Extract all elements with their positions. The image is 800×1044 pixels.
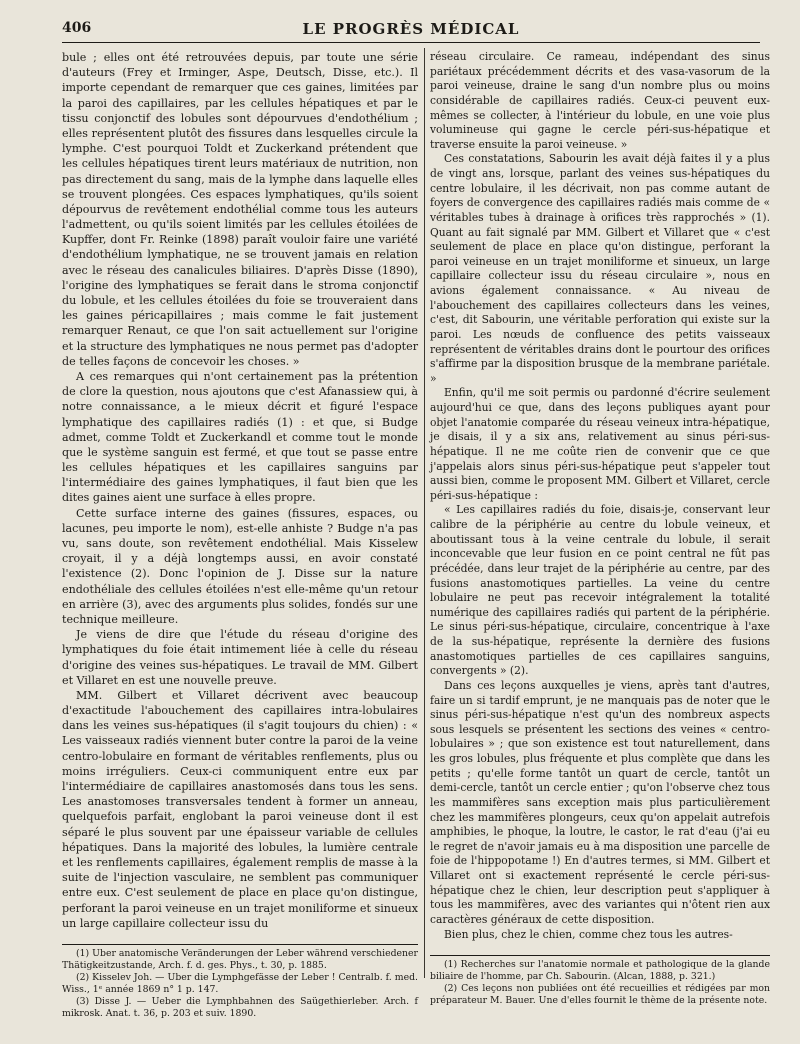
page-number: 406 <box>62 20 92 36</box>
column-divider <box>424 48 425 978</box>
paragraph: MM. Gilbert et Villaret décrivent avec beaucoup d'exactitude l'abouchement des capillaires intra-lobulaires dans les veines sus-hépatiques (il s'agit toujours du chien) : « Les vaisseaux radiés viennent buter contre la paroi de la veine centro-lobulaire en formant de véritables renflements, plus ou moins irréguliers. Ceux-ci communiquent entre eux par l'intermédiaire de capillaires anastomosés dans tous les sens. Les anastomoses transversales tendent à former un anneau, quelquefois parfait, englobant la paroi veineuse dont il est séparé le plus souvent par une épaisseur variable de cellules hépatiques. Dans la majorité des lobules, la lumière centrale et les renflements capillaires, également remplis de masse à la suite de l'injection vasculaire, ne semblent pas communiquer entre eux. C'est seulement de place en place qu'on distingue, perforant la paroi veineuse en un trajet moniliforme et sinueux un large capillaire collecteur issu du <box>62 688 418 930</box>
paragraph: réseau circulaire. Ce rameau, indépendant des sinus pariétaux précédemment décrits et des vasa-vasorum de la paroi veineuse, draine le sang d'un nombre plus ou moins considérable de capillaires radiés. Ceux-ci peuvent eux-mêmes se collecter, à l'intérieur du lobule, en une voie plus volumineuse qui gagne le cercle péri-sus-hépatique et traverse ensuite la paroi veineuse. » <box>430 50 770 151</box>
paragraph: « Les capillaires radiés du foie, disais-je, conservant leur calibre de la périphérie au centre du lobule veineux, et aboutissant tous à la veine centrale du lobule, il serait inconcevable que leur fusion en ce point central ne fût pas précédée, dans leur trajet de la périphérie au centre, par des fusions anastomotiques partielles. La veine du centre lobulaire ne peut pas recevoir intégralement la totalité numérique des capillaires radiés qui partent de la périphérie. Le sinus péri-sus-hépatique, circulaire, concentrique à l'axe de la sus-hépatique, représente la dernière des fusions anastomotiques partielles de ces capillaires sanguins, convergents » (2). <box>430 503 770 678</box>
paragraph: Ces constatations, Sabourin les avait déjà faites il y a plus de vingt ans, lorsque, parlant des veines sus-hépatiques du centre lobulaire, il les décrivait, non pas comme autant de foyers de convergence des capillaires radiés mais comme de « véritables tubes à drainage à orifices très rapprochés » (1). Quant au fait signalé par MM. Gilbert et Villaret que « c'est seulement de place en place qu'on distingue, perforant la paroi veineuse en un trajet moniliforme et sinueux, un large capillaire collecteur issu du réseau circulaire », nous en avions également connaissance. « Au niveau de l'abouchement des capillaires collecteurs dans les veines, c'est, dit Sabourin, une véritable perforation qui existe sur la paroi. Les nœuds de confluence des petits vaisseaux représentent de véritables drains dont le pourtour des orifices s'affirme par la disposition brusque de la membrane pariétale. » <box>430 152 770 385</box>
left-column <box>62 50 418 931</box>
running-title: LE PROGRÈS MÉDICAL <box>302 20 520 38</box>
right-column <box>430 50 770 942</box>
paragraph: Cette surface interne des gaines (fissures, espaces, ou lacunes, peu importe le nom), est-elle anhiste ? Budge n'a pas vu, sans doute, son revêtement endothélial. Mais Kisselew croyait, il y a déjà longtemps aussi, en avoir constaté l'existence (2). Donc l'opinion de J. Disse sur la nature endothéliale des cellules étoilées n'est elle-même qu'un retour en arrière (3), avec des arguments plus solides, fondés sur une technique meilleure. <box>62 506 418 626</box>
footnote: (2) Kisselev Joh. — Uber die Lymphgefässe der Leber ! Centralb. f. med. Wiss., 1ᵉ année 1869 n° 1 p. 147. <box>62 972 418 995</box>
page-header <box>62 18 760 43</box>
paragraph: bule ; elles ont été retrouvées depuis, par toute une série d'auteurs (Frey et Irminger, Aspe, Deutsch, Disse, etc.). Il importe cependant de remarquer que ces gaines, limitées par la paroi des capillaires, par les cellules hépatiques et par le tissu conjonctif des lobules sont dépourvues d'endothélium ; elles représentent plutôt des fissures dans lesquelles circule la lymphe. C'est pourquoi Toldt et Zuckerkand prétendent que les cellules hépatiques tirent leurs matériaux de nutrition, non pas directement du sang, mais de la lymphe dans laquelle elles se trouvent plongées. Ces espaces lymphatiques, qu'ils soient dépourvus de revêtement endothélial comme tous les auteurs l'admettent, ou qu'ils soient limités par les cellules étoilées de Kupffer, dont Fr. Reinke (1898) paraît vouloir faire une variété d'endothélium lymphatique, ne se trouvent jamais en relation avec le réseau des canalicules biliaires. D'après Disse (1890), l'origine des lymphatiques se ferait dans le stroma conjonctif du lobule, et les cellules étoilées du foie se trouveraient dans les gaines péricapillaires ; mais comme le fait justement remarquer Renaut, ce que l'on sait actuellement sur l'origine et la structure des lymphatiques ne nous permet pas d'adopter de telles façons de concevoir les choses. » <box>62 51 418 368</box>
footnotes-left <box>62 944 418 1020</box>
paragraph: Je viens de dire que l'étude du réseau d'origine des lymphatiques du foie était intimement liée à celle du réseau d'origine des veines sus-hépatiques. Le travail de MM. Gilbert et Villaret en est une nouvelle preuve. <box>62 628 418 687</box>
paragraph: Enfin, qu'il me soit permis ou pardonné d'écrire seulement aujourd'hui ce que, dans des leçons publiques ayant pour objet l'anatomie comparée du réseau veineux intra-hépatique, je disais, il y a six ans, relativement au sinus péri-sus-hépatique. Il ne me coûte rien de convenir que ce que j'appelais alors sinus péri-sus-hépatique peut s'appeler tout aussi bien, comme le proposent MM. Gilbert et Villaret, cercle péri-sus-hépatique : <box>430 386 770 502</box>
paragraph: Bien plus, chez le chien, comme chez tous les autres- <box>444 927 733 941</box>
footnote: (1) Uber anatomische Veränderungen der Leber während verschiedener Thätigkeitzustande, Arch. f. d. ges. Phys., t. 30, p. 1885. <box>62 948 418 971</box>
footnotes-right <box>430 955 770 1007</box>
paragraph: Dans ces leçons auxquelles je viens, après tant d'autres, faire un si tardif emprunt, je ne manquais pas de noter que le sinus péri-sus-hépatique n'est qu'un des nombreux aspects sous lesquels se présentent les sections des veines « centro-lobulaires » ; que son existence est tout naturellement, dans les gros lobules, plus fréquente et plus complète que dans les petits ; qu'elle forme tantôt un quart de cercle, tantôt un demi-cercle, tantôt un cercle entier ; qu'on l'observe chez tous les mammifères sans exception mais plus particulièrement chez les mammifères plongeurs, ceux qu'on appelait autrefois amphibies, le phoque, la loutre, le castor, le rat d'eau (j'ai eu le regret de n'avoir jamais eu à ma disposition une parcelle de foie de l'hippopotame !) En d'autres termes, si MM. Gilbert et Villaret ont si exactement représenté le cercle péri-sus-hépatique chez le chien, leur description peut s'appliquer à tous les mammifères, avec des variantes qui n'ôtent rien aux caractères généraux de cette disposition. <box>430 678 770 926</box>
paragraph: A ces remarques qui n'ont certainement pas la prétention de clore la question, nous ajoutons que c'est Afanassiew qui, à notre connaissance, a le mieux décrit et figuré l'espace lymphatique des capillaires radiés (1) : et que, si Budge admet, comme Toldt et Zuckerkandl et comme tout le monde que le système sanguin est fermé, et que tout se passe entre les cellules hépatiques et les capillaires sanguins par l'intermédiaire des gaines lymphatiques, il faut bien que les dites gaines aient une surface à elles propre. <box>62 369 418 505</box>
footnote: (2) Ces leçons non publiées ont été recueillies et rédigées par mon préparateur M. Bauer. Une d'elles fournit le thème de la présente note. <box>430 983 770 1006</box>
footnote: (1) Recherches sur l'anatomie normale et pathologique de la glande biliaire de l'homme, par Ch. Sabourin. (Alcan, 1888, p. 321.) <box>430 959 770 982</box>
footnote: (3) Disse J. — Ueber die Lymphbahnen des Saügethierleber. Arch. f mikrosk. Anat. t. 36, p. 203 et suiv. 1890. <box>62 996 418 1019</box>
